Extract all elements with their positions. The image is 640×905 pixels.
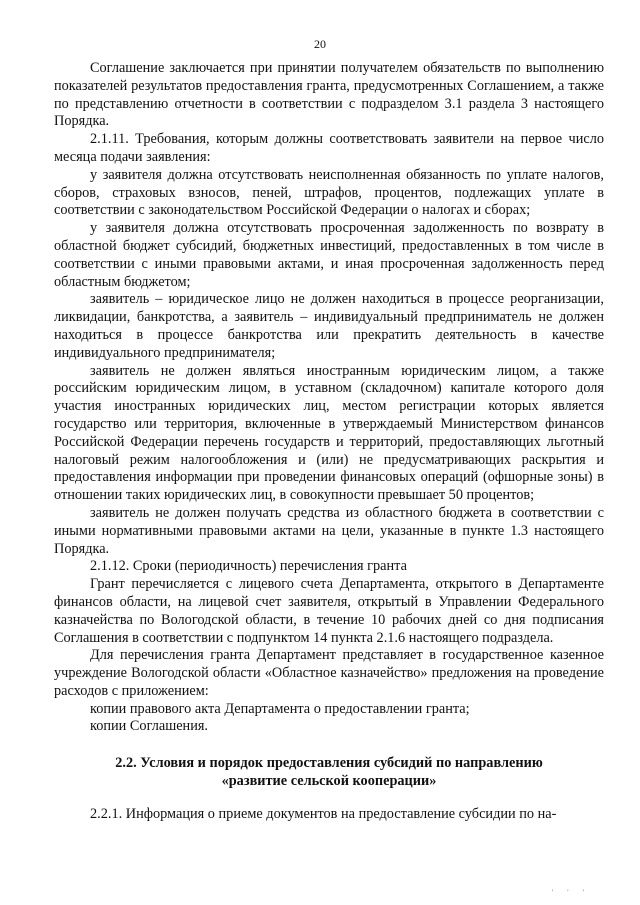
paragraph-legal-act-copy: копии правового акта Департамента о предоставлении гранта; — [90, 700, 470, 717]
paragraph-no-foreign-entity: заявитель не должен являться иностранным юридическим лицом, а также российским юридическим лицом, в уставном (складочном) капитале которого доля участия иностранных юридических лиц, местом регистрации которых является государство или территория, включенные в утверждаемый Министерством финансов Российской Федерации перечень государств и территорий, предоставляющих льготный налоговый режим налогообложения и (или) не предусматривающих раскрытия и предоставления информации при проведении финансовых операций (офшорные зоны) в отношении таких юридических лиц, в совокупности превышает 50 процентов; — [54, 362, 604, 504]
scan-corner-marks: ' ' ' — [551, 888, 590, 897]
section-heading-line-2: «развитие сельской кооперации» — [221, 773, 437, 790]
document-body — [54, 60, 604, 824]
paragraph-agreement-copy: копии Соглашения. — [90, 718, 209, 735]
page-number: 20 — [314, 37, 326, 51]
section-heading-2-2 — [54, 754, 604, 790]
paragraph-no-tax-debt: у заявителя должна отсутствовать неисполненная обязанность по уплате налогов, сборов, страховых взносов, пеней, штрафов, процентов, подлежащих уплате в соответствии с законодательством Российской Федерации о налогах и сборах; — [54, 166, 604, 219]
paragraph-no-reorganization: заявитель – юридическое лицо не должен находиться в процессе реорганизации, ликвидации, банкротства, а заявитель – индивидуальный предприниматель не должен находиться в процессе банкротства или прекратить деятельность в качестве индивидуального предпринимателя; — [54, 291, 604, 361]
paragraph-grant-transfer: Грант перечисляется с лицевого счета Департамента, открытого в Департаменте финансов области, на лицевой счет заявителя, открытый в Управлении Федерального казначейства по Вологодской области, в течение 10 рабочих дней со дня подписания Соглашения в соответствии с подпунктом 14 пункта 2.1.6 настоящего подраздела. — [54, 576, 604, 646]
section-heading-line-1: 2.2. Условия и порядок предоставления субсидий по направлению — [115, 755, 543, 772]
paragraph-2-1-11: 2.1.11. Требования, которым должны соответствовать заявители на первое число месяца подачи заявления: — [54, 131, 604, 165]
paragraph-2-1-12: 2.1.12. Сроки (периодичность) перечисления гранта — [90, 558, 407, 575]
paragraph-no-other-funds: заявитель не должен получать средства из областного бюджета в соответствии с иными нормативными правовыми актами на цели, указанные в пункте 1.3 настоящего Порядка. — [54, 504, 604, 557]
paragraph-no-overdue-debt: у заявителя должна отсутствовать просроченная задолженность по возврату в областной бюджет субсидий, бюджетных инвестиций, предоставленных в том числе в соответствии с иными правовыми актами, и иная просроченная задолженность перед областным бюджетом; — [54, 220, 604, 290]
paragraph-treasury-proposal: Для перечисления гранта Департамент представляет в государственное казенное учреждение Вологодской области «Областное казначейство» предложения на проведение расходов с приложением: — [54, 647, 604, 699]
paragraph-agreement: Соглашение заключается при принятии получателем обязательств по выполнению показателей результатов предоставления гранта, предусмотренных Соглашением, а также по представлению отчетности в соответствии с подразделом 3.1 раздела 3 настоящего Порядка. — [54, 60, 604, 130]
paragraph-2-2-1: 2.2.1. Информация о приеме документов на предоставление субсидии по на- — [90, 806, 557, 823]
